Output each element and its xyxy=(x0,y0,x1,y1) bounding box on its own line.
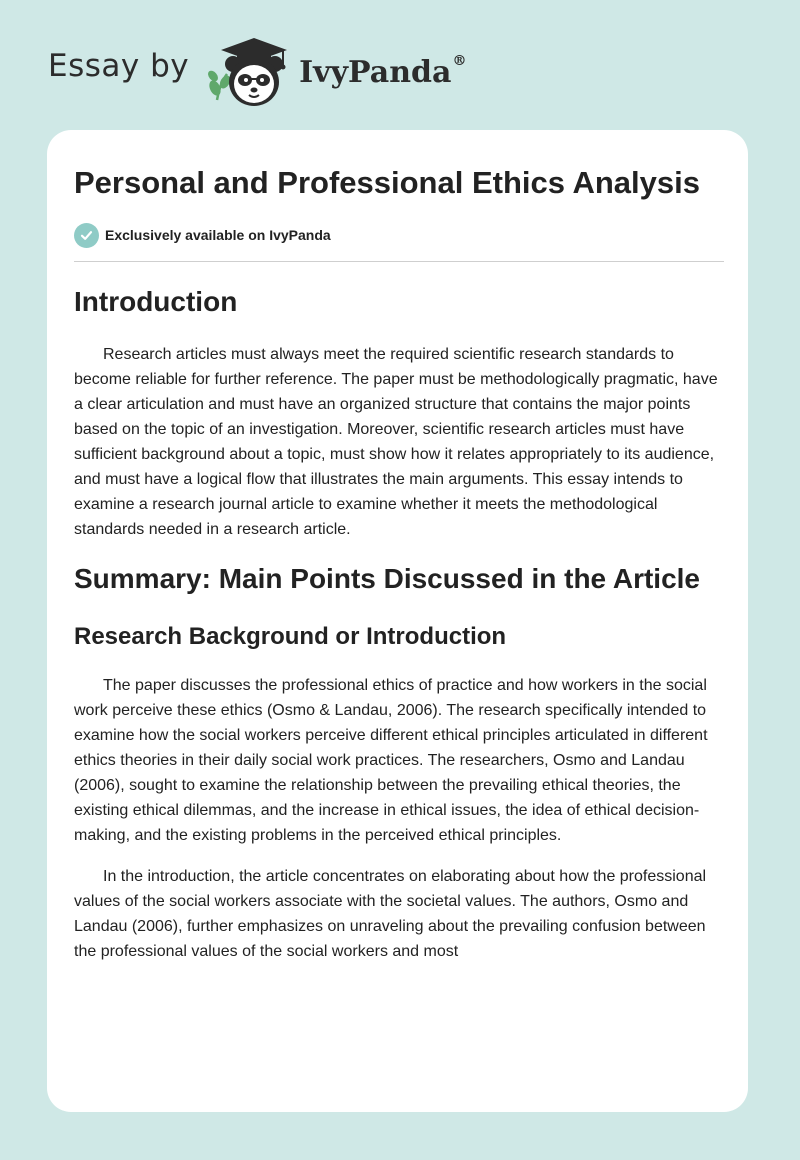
section-heading-summary: Summary: Main Points Discussed in the Article xyxy=(74,563,701,594)
registered-mark: ® xyxy=(452,52,467,69)
brand-name xyxy=(299,52,467,90)
panda-graduate-logo-icon xyxy=(203,30,295,110)
title-divider xyxy=(74,261,724,262)
paragraph-background-2: In the introduction, the article concentrates on elaborating about how the professional values of the social workers associate with the societal values. The authors, Osmo and Landau (2006), further emphasizes on unraveling about the prevailing confusion between the professional values of the social workers and most xyxy=(74,868,707,960)
article-content xyxy=(74,162,724,964)
check-circle-icon xyxy=(74,223,99,248)
essay-by-label: Essay by xyxy=(48,48,190,84)
paragraph-background-1: The paper discusses the professional ethics of practice and how workers in the social work perceive these ethics (Osmo & Landau, 2006). The research specifically intended to examine how the social workers perceive different ethical principles articulated in different ethics theories in their daily social work practices. The researchers, Osmo and Landau (2006), sought to examine the relationship between the prevailing ethical theories, the existing ethical dilemmas, and the increase in ethical issues, the idea of ethical decision-making, and the existing problems in the perceived ethical principles. xyxy=(74,677,708,844)
site-header xyxy=(48,30,466,110)
article-card xyxy=(47,130,748,1112)
brand-label: IvyPanda xyxy=(299,54,452,90)
paragraph-introduction: Research articles must always meet the required scientific research standards to become reliable for further reference. The paper must be methodologically pragmatic, have a clear articulation and must have an organized structure that contains the major points based on the topic of an investigation. Moreover, scientific research articles must have sufficient background about a topic, must show how it relates appropriately to its audience, and must have a logical flow that illustrates the main arguments. This essay intends to examine a research journal article to examine whether it meets the methodological standards needed in a research article. xyxy=(74,346,718,538)
exclusive-badge xyxy=(74,222,724,248)
section-heading-introduction: Introduction xyxy=(74,286,238,317)
subsection-heading-background: Research Background or Introduction xyxy=(74,623,507,650)
article-title: Personal and Professional Ethics Analysis xyxy=(74,165,700,200)
exclusive-label: Exclusively available on IvyPanda xyxy=(105,227,331,243)
